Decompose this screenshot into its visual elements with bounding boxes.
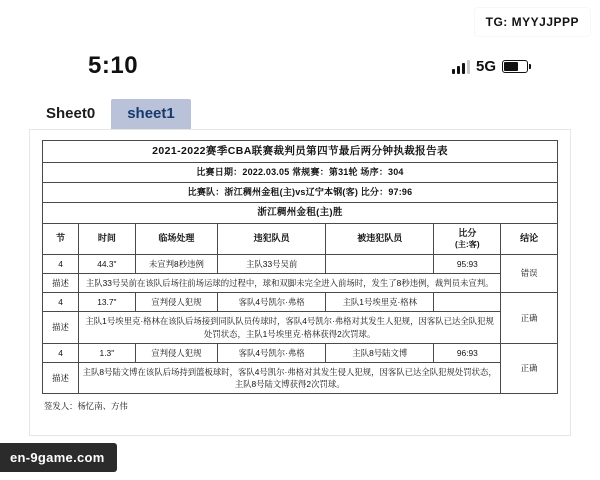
battery-icon (502, 60, 528, 73)
cell-desc-text: 主队1号埃里克·格林在该队后场接到同队队员传球时，客队4号凯尔·弗格对其发生人犯规，因客队已达全队犯规处罚状态，主队1号埃里克·格林获得2次罚球。 (79, 312, 501, 343)
signal-bars-icon (452, 60, 470, 74)
column-header-score (434, 224, 501, 255)
column-header-score-label: 比分 (458, 228, 477, 239)
sheet-tab-bar[interactable] (30, 98, 191, 130)
table-row (43, 343, 558, 362)
cell-desc-text: 主队8号陆文博在该队后场持到篮板球时，客队4号凯尔·弗格对其发生侵人犯规，因客队已达全队犯规处罚状态，主队8号陆文博获得2次罚球。 (79, 362, 501, 393)
cell-time: 1.3" (79, 343, 136, 362)
table-row (43, 362, 558, 393)
cell-desc-label: 描述 (43, 273, 79, 292)
status-bar-indicators (452, 58, 528, 75)
table-row (43, 293, 558, 312)
cell-call: 宣判侵人犯规 (135, 293, 217, 312)
table-row-teams (43, 183, 558, 203)
cell-score: 96:93 (434, 343, 501, 362)
table-row-title (43, 141, 558, 163)
status-bar-clock: 5:10 (88, 52, 139, 79)
cell-victim (326, 254, 434, 273)
table-row-meta (43, 163, 558, 183)
telegram-watermark: TG: MYYJJPPP (475, 8, 590, 36)
cell-quarter: 4 (43, 343, 79, 362)
table-row (43, 273, 558, 292)
report-meta: 比赛日期：2022.03.05 常规赛：第31轮 场序：304 (43, 163, 558, 183)
spreadsheet-document (30, 130, 570, 435)
cell-quarter: 4 (43, 254, 79, 273)
cell-desc-label: 描述 (43, 312, 79, 343)
cell-desc-label: 描述 (43, 362, 79, 393)
tab-sheet1[interactable]: sheet1 (111, 99, 191, 130)
cell-victim: 主队8号陆文博 (326, 343, 434, 362)
column-header-time: 时间 (79, 224, 136, 255)
table-row (43, 312, 558, 343)
table-header-row (43, 224, 558, 255)
column-header-call: 临场处理 (135, 224, 217, 255)
cell-score (434, 293, 501, 312)
cell-call: 宣判侵人犯规 (135, 343, 217, 362)
cell-victim: 主队1号埃里克·格林 (326, 293, 434, 312)
cell-time: 13.7" (79, 293, 136, 312)
report-title: 2021-2022赛季CBA联赛裁判员第四节最后两分钟执裁报告表 (43, 141, 558, 163)
column-header-conclusion: 结论 (501, 224, 558, 255)
report-signature: 签发人：杨忆南、方伟 (44, 401, 128, 412)
column-header-quarter: 节 (43, 224, 79, 255)
cell-conclusion: 错误 (501, 254, 558, 292)
cell-conclusion: 正确 (501, 343, 558, 394)
report-result: 浙江稠州金租(主)胜 (43, 203, 558, 224)
cell-desc-text: 主队33号吴前在该队后场往前场运球的过程中，球和双脚未完全进入前场时，发生了8秒违例，裁判员未宣判。 (79, 273, 501, 292)
cell-score: 95:93 (434, 254, 501, 273)
tab-sheet0[interactable]: Sheet0 (46, 105, 96, 122)
cell-offender: 主队33号吴前 (218, 254, 326, 273)
referee-report-table (42, 140, 558, 394)
cell-quarter: 4 (43, 293, 79, 312)
column-header-offender: 违犯队员 (218, 224, 326, 255)
status-bar (0, 52, 600, 92)
table-row (43, 254, 558, 273)
cell-offender: 客队4号凯尔·弗格 (218, 293, 326, 312)
cell-call: 未宣判8秒违例 (135, 254, 217, 273)
column-header-score-sub: (主:客) (455, 240, 480, 250)
report-teams: 比赛队：浙江稠州金租(主)vs辽宁本钢(客) 比分：97:96 (43, 183, 558, 203)
cell-offender: 客队4号凯尔·弗格 (218, 343, 326, 362)
network-type-label: 5G (475, 58, 496, 75)
site-watermark: en-9game.com (0, 443, 117, 472)
table-row-result (43, 203, 558, 224)
cell-time: 44.3" (79, 254, 136, 273)
column-header-victim: 被违犯队员 (326, 224, 434, 255)
cell-conclusion: 正确 (501, 293, 558, 344)
